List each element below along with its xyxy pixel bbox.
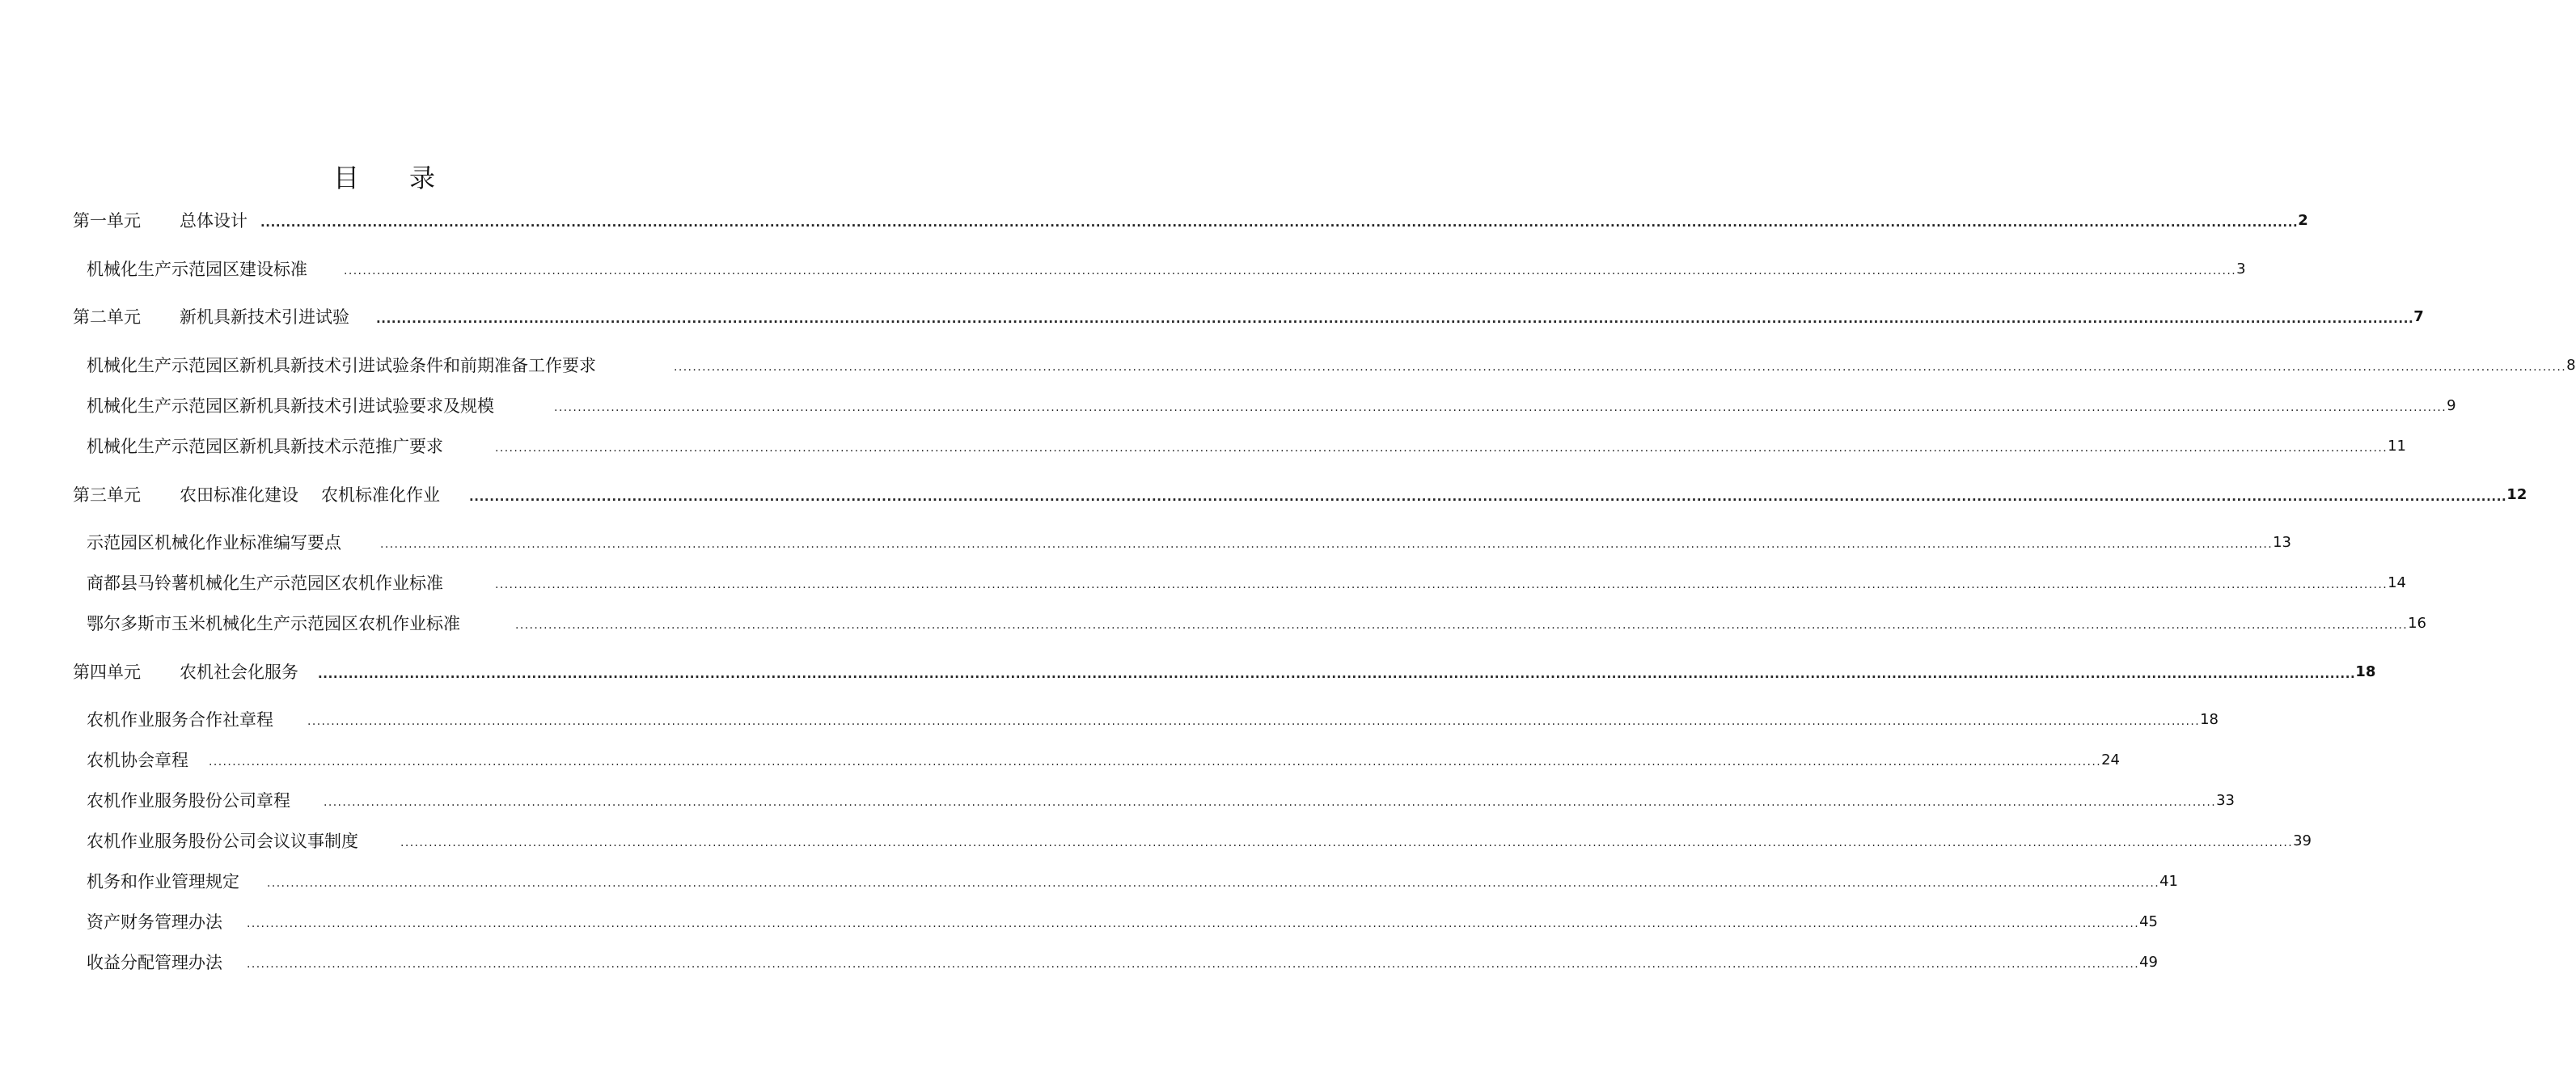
toc-entry-title: 收益分配管理办法 — [87, 953, 222, 972]
toc-entry-label — [87, 393, 554, 417]
toc-entry-title: 农机作业服务股份公司章程 — [87, 791, 290, 811]
toc-entry[interactable] — [87, 828, 2312, 853]
toc-page-number: 33 — [2216, 791, 2235, 809]
toc-leader-dots: ................................................................................................................................................................................................................................................................................................................................................................................................................ — [318, 667, 2356, 681]
toc-leader-dots: ................................................................................................................................................................................................................................................................................................................................................................................................................ — [376, 311, 2414, 326]
toc-leader-dots: ................................................................................................................................................................................................................................................................................................................................................................................................................ — [324, 796, 2217, 809]
toc-entry-title: 机务和作业管理规定 — [87, 872, 239, 891]
toc-entry-title: 农机协会章程 — [87, 751, 188, 770]
toc-entry-label — [87, 869, 267, 893]
toc-entry-title: 资产财务管理办法 — [87, 912, 222, 932]
toc-page-number: 11 — [2388, 437, 2406, 455]
toc-entry-title: 机械化生产示范园区新机具新技术示范推广要求 — [87, 437, 443, 456]
toc-entry-title: 商都县马铃薯机械化生产示范园区农机作业标准 — [87, 574, 443, 593]
toc-entry-label — [87, 256, 344, 281]
toc-entry[interactable] — [87, 353, 2576, 377]
toc-unit-number: 第三单元 — [73, 485, 141, 505]
toc-entry-label — [87, 353, 674, 377]
toc-entry-title: 农机社会化服务 — [180, 663, 298, 682]
toc-entry-title: 农机作业服务合作社章程 — [87, 710, 273, 730]
toc-entry[interactable] — [87, 869, 2178, 893]
toc-entry-label — [87, 570, 495, 595]
toc-entry[interactable] — [87, 434, 2406, 458]
toc-unit-number: 第四单元 — [73, 663, 141, 682]
toc-entry-label — [87, 434, 495, 458]
toc-entry-label — [73, 659, 318, 684]
toc-leader-dots: ................................................................................................................................................................................................................................................................................................................................................................................................................ — [380, 538, 2274, 551]
toc-leader-dots: ................................................................................................................................................................................................................................................................................................................................................................................................................ — [247, 958, 2140, 971]
toc-leader-dots: ................................................................................................................................................................................................................................................................................................................................................................................................................ — [495, 442, 2388, 455]
toc-page-number: 9 — [2447, 396, 2456, 414]
toc-page-number: 18 — [2200, 710, 2219, 728]
toc-unit-entry[interactable] — [73, 482, 2527, 506]
toc-page-number: 18 — [2355, 663, 2376, 680]
toc-page-number: 16 — [2408, 614, 2426, 632]
toc-title-char-2: 录 — [409, 163, 436, 193]
toc-entry[interactable] — [87, 909, 2158, 933]
toc-entry-title: 鄂尔多斯市玉米机械化生产示范园区农机作业标准 — [87, 614, 460, 633]
toc-entry-label — [73, 482, 469, 506]
toc-page-number: 3 — [2236, 260, 2246, 277]
toc-leader-dots: ................................................................................................................................................................................................................................................................................................................................................................................................................ — [554, 401, 2447, 414]
toc-entry-label — [87, 909, 247, 933]
toc-page-number: 2 — [2298, 211, 2308, 229]
toc-page-number: 8 — [2566, 356, 2576, 374]
toc-entry-label — [87, 950, 247, 974]
toc-entry-title: 机械化生产示范园区新机具新技术引进试验要求及规模 — [87, 396, 494, 416]
toc-entry-label — [87, 707, 307, 731]
toc-entry-label — [87, 530, 380, 554]
toc-entry-title: 新机具新技术引进试验 — [180, 307, 349, 327]
toc-page-number: 39 — [2293, 832, 2312, 849]
toc-entry[interactable] — [87, 393, 2456, 417]
toc-entry-label — [73, 208, 260, 232]
toc-leader-dots: ................................................................................................................................................................................................................................................................................................................................................................................................................ — [247, 917, 2140, 930]
toc-entry[interactable] — [87, 256, 2246, 281]
toc-page-number: 13 — [2273, 533, 2291, 551]
toc-entry[interactable] — [87, 570, 2406, 595]
toc-leader-dots: ................................................................................................................................................................................................................................................................................................................................................................................................................ — [469, 489, 2507, 504]
toc-entry-title: 总体设计 — [180, 211, 247, 231]
toc-title-char-1: 目 — [332, 163, 359, 193]
toc-entry-title: 示范园区机械化作业标准编写要点 — [87, 533, 341, 552]
toc-leader-dots: ................................................................................................................................................................................................................................................................................................................................................................................................................ — [495, 578, 2388, 591]
toc-page-number: 45 — [2139, 912, 2158, 930]
toc-entry[interactable] — [87, 788, 2235, 812]
toc-unit-entry[interactable] — [73, 208, 2308, 232]
toc-entry-label — [87, 747, 209, 772]
toc-title — [0, 158, 768, 195]
toc-leader-dots: ................................................................................................................................................................................................................................................................................................................................................................................................................ — [307, 715, 2201, 728]
toc-page-number: 12 — [2506, 485, 2527, 503]
toc-leader-dots: ................................................................................................................................................................................................................................................................................................................................................................................................................ — [344, 265, 2237, 277]
toc-page-number: 41 — [2159, 872, 2178, 890]
toc-entry[interactable] — [87, 611, 2426, 635]
toc-leader-dots: ................................................................................................................................................................................................................................................................................................................................................................................................................ — [267, 877, 2160, 890]
toc-entry[interactable] — [87, 950, 2158, 974]
toc-unit-entry[interactable] — [73, 304, 2424, 328]
toc-unit-number: 第二单元 — [73, 307, 141, 327]
toc-entry-title-part2: 农机标准化作业 — [321, 485, 440, 505]
toc-leader-dots: ................................................................................................................................................................................................................................................................................................................................................................................................................ — [674, 361, 2567, 374]
toc-page-number: 7 — [2413, 307, 2424, 325]
toc-entry-title: 机械化生产示范园区新机具新技术引进试验条件和前期准备工作要求 — [87, 356, 596, 375]
toc-entry-label — [73, 304, 376, 328]
toc-unit-entry[interactable] — [73, 659, 2376, 684]
toc-entry[interactable] — [87, 707, 2219, 731]
toc-entry-label — [87, 828, 400, 853]
toc-leader-dots: ................................................................................................................................................................................................................................................................................................................................................................................................................ — [515, 619, 2409, 632]
toc-page-number: 24 — [2101, 751, 2120, 768]
toc-entry-title: 机械化生产示范园区建设标准 — [87, 260, 307, 279]
toc-entry[interactable] — [87, 530, 2291, 554]
toc-entry-title: 农机作业服务股份公司会议议事制度 — [87, 832, 358, 851]
toc-leader-dots: ................................................................................................................................................................................................................................................................................................................................................................................................................ — [260, 215, 2299, 230]
toc-entry-label — [87, 788, 324, 812]
toc-page-number: 14 — [2388, 574, 2406, 591]
toc-leader-dots: ................................................................................................................................................................................................................................................................................................................................................................................................................ — [400, 836, 2294, 849]
toc-entry-label — [87, 611, 515, 635]
toc-page-number: 49 — [2139, 953, 2158, 971]
toc-entry-title: 农田标准化建设 — [180, 485, 298, 505]
toc-unit-number: 第一单元 — [73, 211, 141, 231]
toc-leader-dots: ................................................................................................................................................................................................................................................................................................................................................................................................................ — [209, 756, 2102, 768]
toc-entry[interactable] — [87, 747, 2120, 772]
